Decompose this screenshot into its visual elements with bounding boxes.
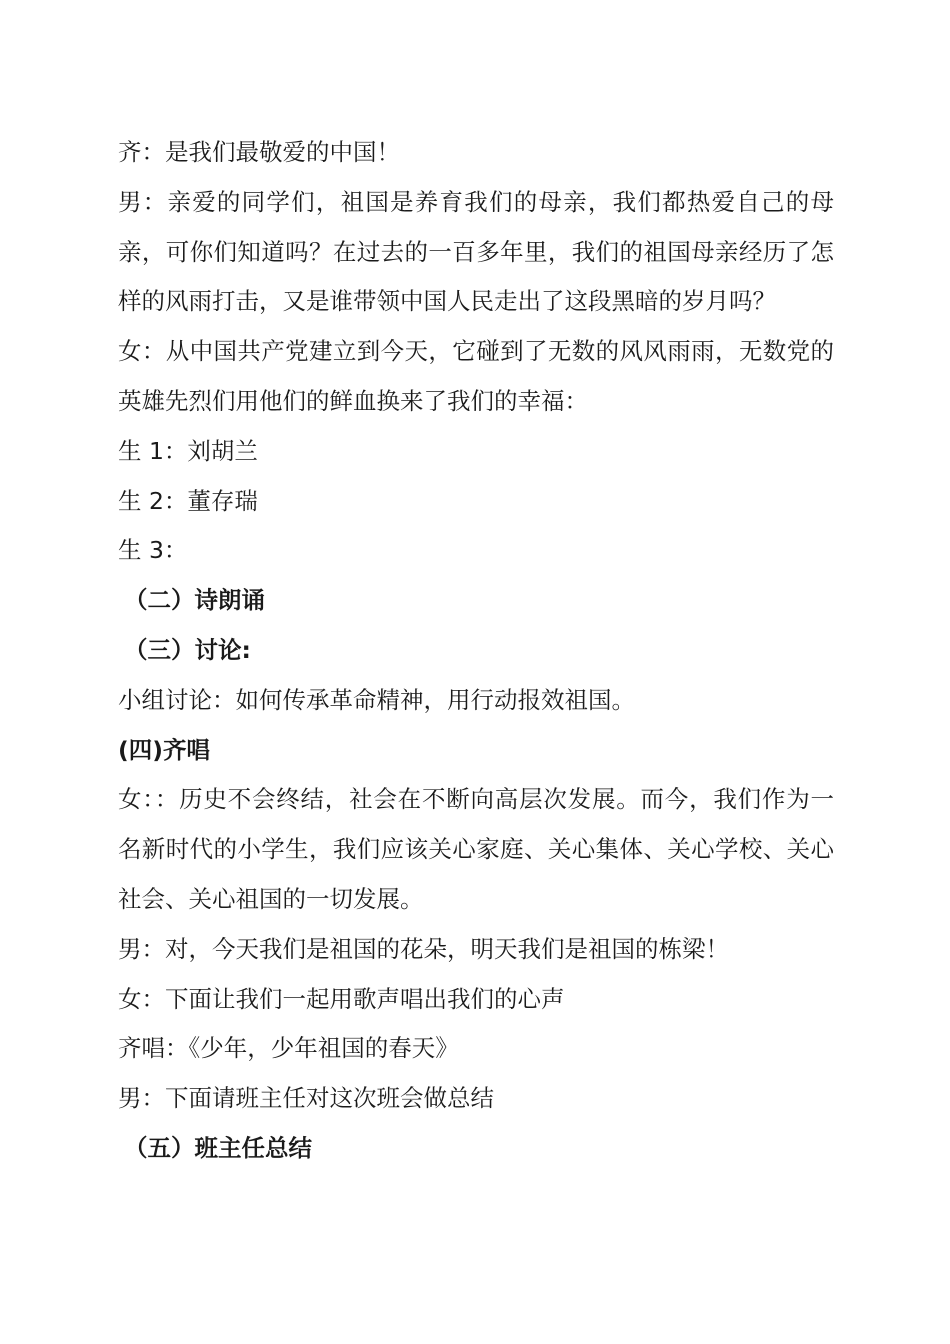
paragraph-student-3: 生 3： <box>118 536 188 565</box>
heading-discussion: （三）讨论: <box>124 635 251 664</box>
heading-teacher-summary: （五）班主任总结 <box>124 1133 312 1162</box>
paragraph-boy-intro: 男：亲爱的同学们，祖国是养育我们的母亲，我们都热爱自己的母亲，可你们知道吗？在过去的一百多年里，我们的祖国母亲经历了怎样的风雨打击，又是谁带领中国人民走出了这段黑暗的岁月吗？ <box>118 187 834 316</box>
paragraph-group-discussion: 小组讨论：如何传承革命精神，用行动报效祖国。 <box>118 685 635 714</box>
heading-poetry-recitation: （二）诗朗诵 <box>124 586 265 615</box>
paragraph-student-2: 生 2：董存瑞 <box>118 486 258 515</box>
document-page <box>118 128 834 1174</box>
heading-chorus: (四)齐唱 <box>118 735 210 764</box>
paragraph-student-1: 生 1：刘胡兰 <box>118 436 258 465</box>
paragraph-girl-history: 女：从中国共产党建立到今天，它碰到了无数的风风雨雨，无数党的英雄先烈们用他们的鲜血换来了我们的幸福： <box>118 337 834 415</box>
paragraph-song-title: 齐唱：《少年，少年祖国的春天》 <box>118 1034 459 1063</box>
paragraph-girl-development: 女：：历史不会终结，社会在不断向高层次发展。而今，我们作为一名新时代的小学生，我们应该关心家庭、关心集体、关心学校、关心社会、关心祖国的一切发展。 <box>118 785 834 913</box>
paragraph-boy-flowers: 男：对，今天我们是祖国的花朵，明天我们是祖国的栋梁！ <box>118 934 729 963</box>
paragraph-girl-song: 女：下面让我们一起用歌声唱出我们的心声 <box>118 984 565 1013</box>
paragraph-boy-summary: 男：下面请班主任对这次班会做总结 <box>118 1084 494 1113</box>
paragraph-chorus-line: 齐：是我们最敬爱的中国！ <box>118 138 400 166</box>
